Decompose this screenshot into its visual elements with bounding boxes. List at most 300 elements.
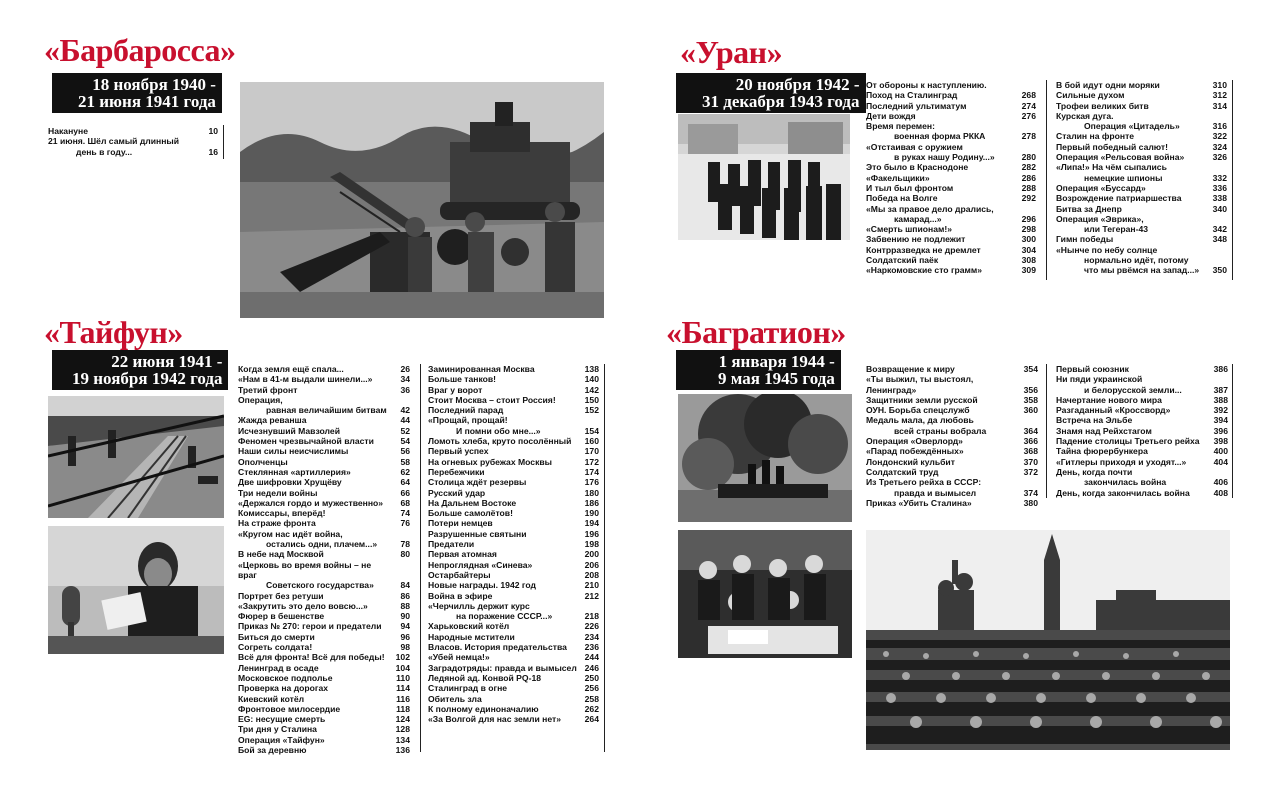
toc-entry-page: 406 (1213, 477, 1228, 488)
toc-entry[interactable] (1056, 111, 1227, 132)
toc-entry-page: 210 (584, 580, 599, 591)
date-box-bagration: 1 января 1944 - 9 мая 1945 года (676, 350, 841, 390)
toc-entry[interactable] (238, 477, 410, 487)
toc-entry-title: Операция «Тайфун» (238, 734, 325, 745)
toc-entry[interactable] (866, 121, 1036, 142)
toc-entry-page: 16 (208, 146, 218, 157)
toc-entry[interactable] (428, 663, 599, 673)
toc-entry-title: EG: несущие смерть (238, 714, 326, 725)
toc-entry-title: Остарбайтеры (428, 569, 491, 580)
toc-entry-page: 388 (1213, 394, 1228, 405)
toc-entry[interactable] (428, 385, 599, 395)
toc-entry[interactable] (428, 395, 599, 405)
toc-entry[interactable] (428, 415, 599, 436)
toc-entry[interactable] (428, 549, 599, 559)
toc-entry[interactable] (238, 735, 410, 745)
toc-entry-page: 138 (584, 364, 599, 374)
toc-entry-page: 360 (1023, 405, 1038, 416)
toc-entry-title: В небе над Москвой (238, 549, 324, 560)
toc-entry-title: Жажда реванша (238, 415, 307, 426)
toc-entry[interactable] (428, 652, 599, 662)
toc-entry-title: Когда земля ещё спала... (238, 364, 344, 374)
divider (1232, 364, 1233, 498)
toc-entry[interactable] (1056, 405, 1228, 415)
toc-entry-page: 212 (584, 590, 599, 601)
toc-entry-page: 114 (396, 683, 410, 694)
toc-entry[interactable] (428, 673, 599, 683)
toc-entry[interactable] (238, 745, 410, 755)
divider (1046, 80, 1047, 280)
toc-entry-title: Заминированная Москва (428, 364, 535, 374)
toc-entry-title: «Прощай, прощай! (428, 415, 508, 426)
toc-entry-page: 336 (1212, 182, 1227, 193)
toc-entry[interactable] (866, 477, 1038, 498)
toc-entry[interactable] (428, 446, 599, 456)
toc-entry-page: 244 (584, 652, 599, 663)
toc-entry-page: 66 (400, 487, 410, 498)
section-title-barbarossa: «Барбаросса» (44, 32, 236, 68)
toc-entry[interactable] (866, 224, 1036, 234)
toc-entry[interactable] (238, 724, 410, 734)
toc-entry[interactable] (1056, 457, 1228, 467)
toc-entry-title: «Кругом нас идёт война, (238, 528, 343, 539)
toc-entry-title: 21 июня. Шёл самый длинный (48, 136, 180, 147)
toc-entry-page: 176 (584, 477, 599, 488)
toc-entry-page: 364 (1023, 425, 1038, 436)
toc-entry-title: День, когда почти (1056, 466, 1133, 477)
toc-entry[interactable] (866, 142, 1036, 163)
toc-entry[interactable] (1056, 488, 1228, 498)
toc-entry-title: Первая атомная (428, 549, 497, 560)
toc-entry-title: равная величайшим битвам (266, 405, 387, 416)
toc-entry-title: Согреть солдата! (238, 642, 313, 653)
toc-entry[interactable] (1056, 436, 1228, 446)
toc-entry-page: 96 (400, 631, 410, 642)
toc-taifun-col1 (238, 364, 410, 755)
toc-entry[interactable] (866, 415, 1038, 436)
divider (604, 364, 605, 752)
toc-entry[interactable] (428, 488, 599, 498)
toc-entry-page: 26 (400, 364, 410, 374)
toc-entry-page: 350 (1212, 265, 1227, 276)
toc-entry[interactable] (866, 234, 1036, 244)
toc-entry-page: 392 (1213, 405, 1228, 416)
toc-entry-title: Проверка на дорогах (238, 683, 329, 694)
toc-entry-title: и белорусской земли... (1084, 384, 1182, 395)
toc-entry[interactable] (1056, 162, 1227, 183)
toc-entry[interactable] (866, 395, 1038, 405)
toc-entry[interactable] (428, 580, 599, 590)
toc-entry[interactable] (238, 529, 410, 550)
toc-entry-title: Власов. История предательства (428, 642, 567, 653)
divider (1232, 80, 1233, 280)
toc-entry[interactable] (238, 652, 410, 662)
toc-entry[interactable] (238, 446, 410, 456)
toc-entry-title: Непроглядная «Синева» (428, 559, 533, 570)
toc-entry-page: 368 (1023, 446, 1038, 457)
toc-entry-page: 68 (400, 497, 410, 508)
toc-entry[interactable] (866, 101, 1036, 111)
toc-entry-page: 264 (584, 714, 599, 725)
toc-entry-title: Фюрер в бешенстве (238, 611, 325, 622)
toc-entry-title: Операция «Эврика», (1056, 213, 1144, 224)
toc-entry[interactable] (866, 364, 1038, 374)
toc-entry-page: 98 (400, 642, 410, 653)
toc-entry[interactable] (428, 467, 599, 477)
toc-entry[interactable] (428, 642, 599, 652)
toc-entry[interactable] (866, 265, 1036, 275)
toc-entry-title: «Наркомовские сто грамм» (866, 265, 983, 276)
toc-entry[interactable] (428, 529, 599, 539)
toc-entry-page: 194 (584, 518, 599, 529)
toc-entry-title: Ломоть хлеба, круто посолённый (428, 436, 572, 447)
toc-entry-page: 246 (584, 662, 599, 673)
toc-entry-title: Сталин на фронте (1056, 131, 1135, 142)
toc-entry-title: «Факельщики» (866, 172, 930, 183)
toc-entry-page: 268 (1021, 90, 1036, 101)
toc-entry-title: Из Третьего рейха в СССР: (866, 477, 982, 488)
toc-entry-page: 300 (1021, 234, 1036, 245)
toc-entry[interactable] (866, 436, 1038, 446)
toc-entry[interactable] (238, 632, 410, 642)
toc-entry-page: 250 (584, 672, 599, 683)
toc-entry[interactable] (428, 570, 599, 580)
toc-entry-page: 54 (400, 436, 410, 447)
toc-entry-page: 142 (584, 384, 599, 395)
toc-entry[interactable] (866, 183, 1036, 193)
toc-entry-title: Возвращение к миру (866, 364, 955, 374)
toc-entry-title: Русский удар (428, 487, 486, 498)
toc-entry-title: «Мы за правое дело дрались, (866, 203, 994, 214)
toc-entry-page: 258 (584, 693, 599, 704)
toc-entry[interactable] (1056, 426, 1228, 436)
toc-entry-page: 236 (584, 642, 599, 653)
toc-entry-title: Накануне (48, 126, 89, 136)
toc-entry-title: военная форма РККА (894, 131, 986, 142)
toc-entry[interactable] (866, 374, 1038, 395)
toc-entry-page: 34 (400, 374, 410, 385)
toc-entry[interactable] (866, 193, 1036, 203)
toc-entry[interactable] (866, 467, 1038, 477)
toc-entry-title: «Держался гордо и мужественно» (238, 497, 384, 508)
toc-entry[interactable] (1056, 245, 1227, 276)
toc-entry-page: 386 (1213, 364, 1228, 374)
toc-entry-title: Тайна фюрербункера (1056, 446, 1148, 457)
toc-entry[interactable] (238, 611, 410, 621)
toc-entry-page: 76 (400, 518, 410, 529)
toc-entry-page: 44 (400, 415, 410, 426)
toc-entry-title: Поход на Сталинград (866, 90, 958, 101)
surrender-signing-photo (678, 530, 852, 658)
toc-entry[interactable] (428, 405, 599, 415)
toc-entry-page: 180 (584, 487, 599, 498)
toc-entry[interactable] (1056, 395, 1228, 405)
toc-entry[interactable] (428, 632, 599, 642)
toc-entry[interactable] (428, 621, 599, 631)
toc-entry[interactable] (238, 663, 410, 673)
toc-entry-page: 190 (584, 508, 599, 519)
toc-entry[interactable] (428, 704, 599, 714)
toc-entry-title: Медаль мала, да любовь (866, 415, 974, 426)
toc-entry[interactable] (238, 498, 410, 508)
toc-entry-page: 174 (584, 466, 599, 477)
toc-entry-page: 326 (1212, 152, 1227, 163)
toc-entry-title: «Ты выжил, ты выстоял, Ленинград» (866, 374, 974, 395)
divider (223, 125, 224, 159)
toc-entry-page: 342 (1212, 224, 1227, 235)
radio-speaker-photo (48, 526, 224, 654)
toc-entry[interactable] (238, 549, 410, 559)
toc-entry-title: Стеклянная «артиллерия» (238, 466, 351, 477)
toc-entry-title: Это было в Краснодоне (866, 162, 969, 173)
toc-entry[interactable] (1056, 142, 1227, 152)
toc-entry[interactable] (1056, 446, 1228, 456)
toc-entry[interactable] (1056, 131, 1227, 141)
toc-entry-page: 84 (400, 580, 410, 591)
toc-entry-page: 78 (400, 539, 410, 550)
toc-entry-title: что мы рвёмся на запад...» (1084, 265, 1200, 276)
toc-entry-page: 154 (584, 425, 599, 436)
toc-entry[interactable] (1056, 467, 1228, 488)
toc-entry[interactable] (1056, 364, 1228, 374)
toc-entry[interactable] (238, 488, 410, 498)
toc-entry[interactable] (428, 591, 599, 601)
toc-uran-col1 (866, 80, 1036, 276)
toc-entry-title: Новые награды. 1942 год (428, 580, 536, 591)
toc-entry-title: Наши силы неисчислимы (238, 446, 349, 457)
toc-entry-title: Феномен чрезвычайной власти (238, 436, 374, 447)
toc-entry-title: Три дня у Сталина (238, 724, 317, 735)
toc-entry-page: 314 (1212, 100, 1227, 111)
toc-entry-title: Столица ждёт резервы (428, 477, 527, 488)
toc-entry-page: 312 (1212, 90, 1227, 101)
toc-entry[interactable] (238, 591, 410, 601)
toc-entry[interactable] (238, 457, 410, 467)
toc-entry-page: 354 (1023, 364, 1038, 374)
toc-entry-page: 52 (400, 425, 410, 436)
toc-entry-page: 234 (584, 631, 599, 642)
toc-entry-page: 278 (1021, 131, 1036, 142)
toc-entry-page: 276 (1021, 110, 1036, 121)
toc-entry-title: Ленинград в осаде (238, 662, 319, 673)
toc-entry-title: Советского государства» (266, 580, 374, 591)
toc-entry[interactable] (1056, 80, 1227, 90)
toc-entry[interactable] (866, 255, 1036, 265)
toc-barbarossa (48, 126, 218, 157)
toc-entry-title: «Закрутить это дело вовсю...» (238, 600, 368, 611)
toc-entry[interactable] (428, 508, 599, 518)
toc-entry-title: Операция «Буссард» (1056, 182, 1146, 193)
toc-entry-page: 298 (1021, 224, 1036, 235)
toc-entry[interactable] (428, 694, 599, 704)
toc-entry-page: 90 (400, 611, 410, 622)
toc-entry-title: Потери немцев (428, 518, 493, 529)
toc-entry[interactable] (1056, 101, 1227, 111)
toc-entry[interactable] (238, 714, 410, 724)
toc-entry[interactable] (866, 245, 1036, 255)
toc-entry[interactable] (238, 364, 410, 374)
toc-entry[interactable] (238, 415, 410, 425)
toc-entry-page: 338 (1212, 193, 1227, 204)
toc-entry[interactable] (238, 683, 410, 693)
toc-entry[interactable] (1056, 193, 1227, 203)
date-box-barbarossa: 18 ноября 1940 - 21 июня 1941 года (52, 73, 222, 113)
toc-entry-page: 104 (395, 662, 410, 673)
toc-entry-page: 398 (1213, 436, 1228, 447)
toc-entry-page: 160 (584, 436, 599, 447)
toc-entry-page: 332 (1212, 172, 1227, 183)
toc-entry[interactable] (1056, 374, 1228, 395)
toc-entry-title: Операция «Рельсовая война» (1056, 152, 1185, 163)
toc-entry-title: Последний парад (428, 405, 504, 416)
toc-entry[interactable] (428, 457, 599, 467)
toc-entry-page: 172 (584, 456, 599, 467)
toc-entry-page: 404 (1213, 456, 1228, 467)
toc-entry[interactable] (238, 601, 410, 611)
toc-entry-title: На страже фронта (238, 518, 316, 529)
toc-entry[interactable] (1056, 234, 1227, 244)
toc-entry-page: 366 (1023, 436, 1038, 447)
toc-entry[interactable] (866, 405, 1038, 415)
section-title-uran: «Уран» (680, 34, 783, 70)
toc-entry-page: 374 (1023, 487, 1038, 498)
toc-entry-title: «За Волгой для нас земли нет» (428, 714, 562, 725)
toc-entry[interactable] (428, 683, 599, 693)
red-square-crowd-photo (866, 530, 1230, 750)
toc-entry-title: День, когда закончилась война (1056, 487, 1190, 498)
toc-entry-title: Дети вождя (866, 110, 916, 121)
toc-entry-title: Заградотряды: правда и вымысел (428, 662, 577, 673)
toc-entry[interactable] (238, 673, 410, 683)
toc-entry-title: Перебежчики (428, 466, 485, 477)
toc-entry-page: 110 (396, 672, 410, 683)
toc-entry[interactable] (866, 446, 1038, 456)
toc-entry-page: 340 (1212, 203, 1227, 214)
toc-entry[interactable] (428, 518, 599, 528)
toc-entry-page: 118 (396, 703, 410, 714)
toc-entry-title: Киевский котёл (238, 693, 305, 704)
toc-entry-page: 94 (400, 621, 410, 632)
toc-entry[interactable] (428, 436, 599, 446)
toc-entry[interactable] (866, 80, 1036, 90)
toc-entry[interactable] (238, 395, 410, 416)
toc-entry-page: 64 (400, 477, 410, 488)
toc-entry[interactable] (238, 704, 410, 714)
divider (1046, 364, 1047, 498)
toc-entry-page: 310 (1212, 80, 1227, 90)
toc-entry-title: «Парад побеждённых» (866, 446, 964, 457)
toc-entry-page: 186 (584, 497, 599, 508)
toc-entry[interactable] (238, 518, 410, 528)
toc-entry[interactable] (428, 560, 599, 570)
toc-entry[interactable] (238, 426, 410, 436)
toc-entry-title: немецкие шпионы (1084, 172, 1163, 183)
section-title-taifun: «Тайфун» (44, 314, 183, 350)
toc-entry[interactable] (428, 498, 599, 508)
toc-bagration-col2 (1056, 364, 1228, 498)
toc-bagration-col1 (866, 364, 1038, 508)
toc-entry[interactable] (866, 90, 1036, 100)
toc-entry-title: Первый союзник (1056, 364, 1129, 374)
toc-entry-page: 128 (395, 724, 410, 735)
toc-entry[interactable] (428, 539, 599, 549)
toc-entry-page: 116 (396, 693, 410, 704)
toc-entry[interactable] (238, 467, 410, 477)
toc-entry[interactable] (48, 136, 218, 157)
toc-entry-title: Всё для фронта! Всё для победы! (238, 652, 385, 663)
toc-entry[interactable] (428, 601, 599, 622)
toc-entry-title: в руках нашу Родину...» (894, 152, 995, 163)
toc-entry-title: Комиссары, вперёд! (238, 508, 326, 519)
toc-entry[interactable] (428, 714, 599, 724)
toc-entry[interactable] (1056, 183, 1227, 193)
toc-entry[interactable] (866, 162, 1036, 172)
toc-entry-page: 380 (1023, 497, 1038, 508)
toc-entry-title: Народные мстители (428, 631, 515, 642)
toc-entry-title: Операция, (238, 394, 283, 405)
toc-entry[interactable] (1056, 152, 1227, 162)
toc-entry[interactable] (238, 508, 410, 518)
toc-entry-title: на поражение СССР...» (456, 611, 553, 622)
toc-entry[interactable] (238, 374, 410, 384)
toc-entry-page: 282 (1021, 162, 1036, 173)
toc-entry[interactable] (1056, 90, 1227, 100)
toc-entry-title: всей страны вобрала (894, 425, 987, 436)
toc-entry-title: В бой идут одни моряки (1056, 80, 1160, 90)
toc-entry-title: Солдатский труд (866, 466, 939, 477)
toc-entry-title: закончилась война (1084, 477, 1167, 488)
toc-entry[interactable] (1056, 214, 1227, 235)
toc-entry[interactable] (1056, 415, 1228, 425)
toc-entry[interactable] (866, 457, 1038, 467)
toc-entry-title: Ни пяди украинской (1056, 374, 1143, 385)
toc-entry[interactable] (428, 374, 599, 384)
toc-entry[interactable] (866, 498, 1038, 508)
toc-entry-title: Ополченцы (238, 456, 288, 467)
toc-entry-title: Стоит Москва – стоит Россия! (428, 394, 556, 405)
toc-entry[interactable] (238, 385, 410, 395)
toc-entry[interactable] (866, 173, 1036, 183)
toc-entry[interactable] (238, 436, 410, 446)
toc-entry-page: 134 (395, 734, 410, 745)
toc-entry-title: Забвению не подлежит (866, 234, 966, 245)
toc-entry[interactable] (428, 364, 599, 374)
toc-entry-title: «Отстаивая с оружием (866, 141, 963, 152)
toc-entry[interactable] (238, 560, 410, 591)
toc-entry[interactable] (428, 477, 599, 487)
toc-entry-page: 324 (1212, 141, 1227, 152)
toc-entry-page: 196 (584, 528, 599, 539)
toc-entry-title: Курская дуга. (1056, 110, 1114, 121)
toc-entry-page: 400 (1213, 446, 1228, 457)
toc-entry[interactable] (238, 621, 410, 631)
toc-entry-page: 308 (1021, 255, 1036, 266)
toc-entry[interactable] (238, 694, 410, 704)
toc-entry[interactable] (48, 126, 218, 136)
toc-entry-title: Время перемен: (866, 121, 935, 132)
toc-entry[interactable] (1056, 204, 1227, 214)
toc-entry-page: 102 (395, 652, 410, 663)
toc-entry-title: К полному единоначалию (428, 703, 539, 714)
toc-uran-col2 (1056, 80, 1227, 276)
toc-entry[interactable] (238, 642, 410, 652)
toc-entry-title: Биться до смерти (238, 631, 315, 642)
toc-entry-title: На огневых рубежах Москвы (428, 456, 552, 467)
toc-entry[interactable] (866, 111, 1036, 121)
toc-entry-title: Приказ № 270: герои и предатели (238, 621, 382, 632)
toc-entry[interactable] (866, 204, 1036, 225)
toc-entry-page: 200 (584, 549, 599, 560)
